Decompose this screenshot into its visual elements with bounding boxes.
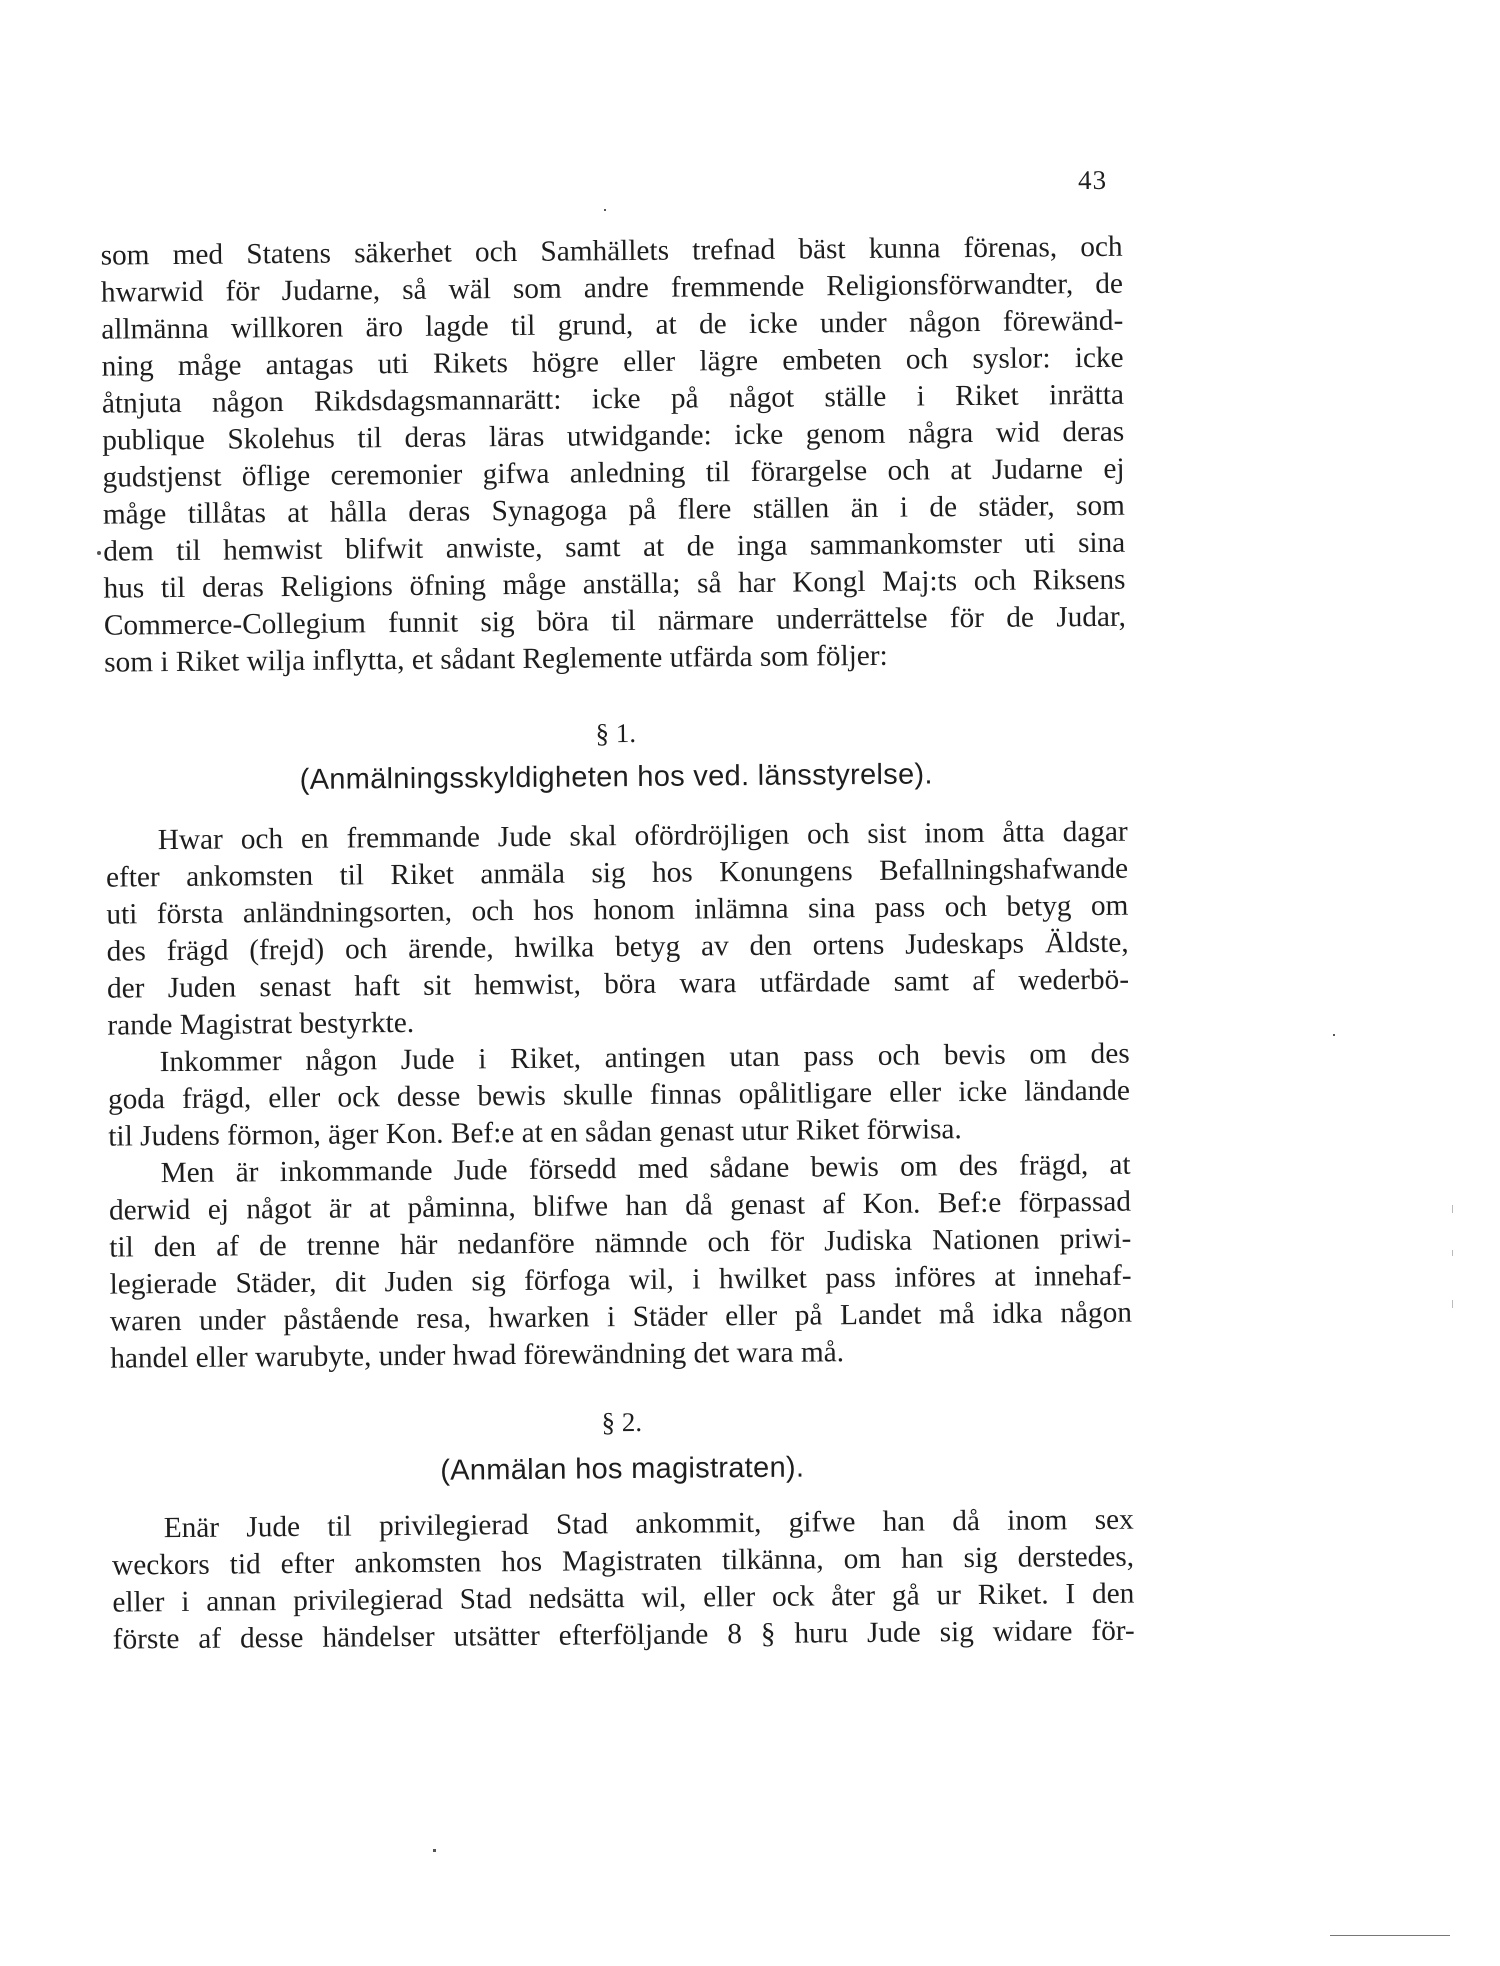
text-line: eller i annan privilegierad Stad nedsätta wil, eller ock åter gå ur Riket. I den: [112, 1577, 1135, 1619]
text-line: publique Skolehus til deras läras utwidgande: icke genom några wid deras: [102, 415, 1125, 457]
section-2-heading: (Anmälan hos magistraten).: [440, 1451, 805, 1487]
text-line: waren under påstående resa, hwarken i Städer eller på Landet må idka någon: [109, 1296, 1133, 1338]
text-line: Commerce-Collegium funnit sig böra til närmare underrättelse för de Judar,: [103, 600, 1126, 642]
scan-speck: [433, 1849, 436, 1852]
section-2-body: [112, 1502, 1135, 1659]
text-line: Men är inkommande Jude försedd med sådane bewis om des frägd, at: [160, 1148, 1131, 1190]
text-line: Inkommer någon Jude i Riket, antingen utan pass och bevis om des: [159, 1037, 1130, 1079]
section-1-body: [106, 814, 1133, 1378]
section-1-mark: § 1.: [595, 717, 637, 749]
scan-speck: [1452, 1250, 1453, 1256]
text-line: som med Statens säkerhet och Samhällets trefnad bäst kunna förenas, och: [100, 230, 1123, 272]
text-line: Hwar och en fremmande Jude skal ofördröjligen och sist inom åtta dagar: [157, 815, 1128, 857]
text-line: måge tillåtas at hålla deras Synagoga på flere ställen än i de städer, som: [102, 489, 1126, 531]
text-line: des frägd (frejd) och ärende, hwilka betyg av den ortens Judeskaps Äldste,: [106, 926, 1129, 968]
scan-speck: [1452, 1205, 1453, 1213]
text-line: rande Magistrat bestyrkte.: [107, 1006, 415, 1042]
text-line: hus til deras Religions öfning måge anställa; så har Kongl Maj:ts och Riksens: [103, 563, 1126, 605]
scan-speck: [1333, 1034, 1335, 1036]
text-line: uti första anländningsorten, och hos honom inlämna sina pass och betyg om: [106, 889, 1129, 931]
text-line: handel eller warubyte, under hwad förewändning det wara må.: [110, 1336, 845, 1375]
text-line: som i Riket wilja inflytta, et sådant Reglemente utfärda som följer:: [104, 639, 888, 679]
text-line: ning måge antagas uti Rikets högre eller lägre embeten och syslor: icke: [101, 341, 1124, 383]
text-line: legierade Städer, dit Juden sig förfoga wil, i hwilket pass införes at innehaf-: [109, 1259, 1132, 1301]
page-number: 43: [1077, 164, 1108, 196]
section-2-mark: § 2.: [601, 1406, 643, 1438]
text-line: goda frägd, eller ock desse bewis skulle finnas opålitligare eller icke ländande: [107, 1074, 1131, 1116]
text-line: förste af desse händelser utsätter efterföljande 8 § huru Jude sig widare för-: [112, 1614, 1135, 1656]
scan-speck: [604, 209, 606, 211]
section-1-heading: (Anmälningsskyldigheten hos ved. länsstyrelse).: [299, 758, 933, 796]
text-line: der Juden senast haft sit hemwist, böra wara utfärdade samt af wederbö-: [106, 963, 1130, 1005]
intro-paragraph: [100, 229, 1126, 682]
text-line: Enär Jude til privilegierad Stad ankommit, gifwe han då inom sex: [163, 1503, 1134, 1545]
text-line: gudstjenst öflige ceremonier gifwa anledning til förargelse och at Judarne ej: [102, 452, 1125, 494]
text-line: hwarwid för Judarne, så wäl som andre fremmende Religionsförwandter, de: [100, 267, 1124, 309]
scan-speck: [1452, 1300, 1453, 1308]
scan-speck: [97, 551, 101, 555]
text-line: dem til hemwist blifwit anwiste, samt at de inga sammankomster uti sina: [103, 526, 1126, 568]
text-line: til Judens förmon, äger Kon. Bef:e at en sådan genast utur Riket förwisa.: [108, 1113, 962, 1153]
scan-edge-line: [1330, 1935, 1450, 1936]
text-line: efter ankomsten til Riket anmäla sig hos Konungens Befallningshafwande: [105, 852, 1129, 894]
text-line: til den af de trenne här nedanföre nämnde och för Judiska Nationen priwi-: [109, 1222, 1132, 1264]
text-line: åtnjuta någon Rikdsdagsmannarätt: icke på något ställe i Riket inrätta: [101, 378, 1125, 420]
text-line: weckors tid efter ankomsten hos Magistraten tilkänna, om han sig derstedes,: [111, 1540, 1135, 1582]
text-line: derwid ej något är at påminna, blifwe han då genast af Kon. Bef:e förpassad: [108, 1185, 1132, 1227]
text-line: allmänna willkoren äro lagde til grund, at de icke under någon förewänd-: [101, 304, 1124, 346]
